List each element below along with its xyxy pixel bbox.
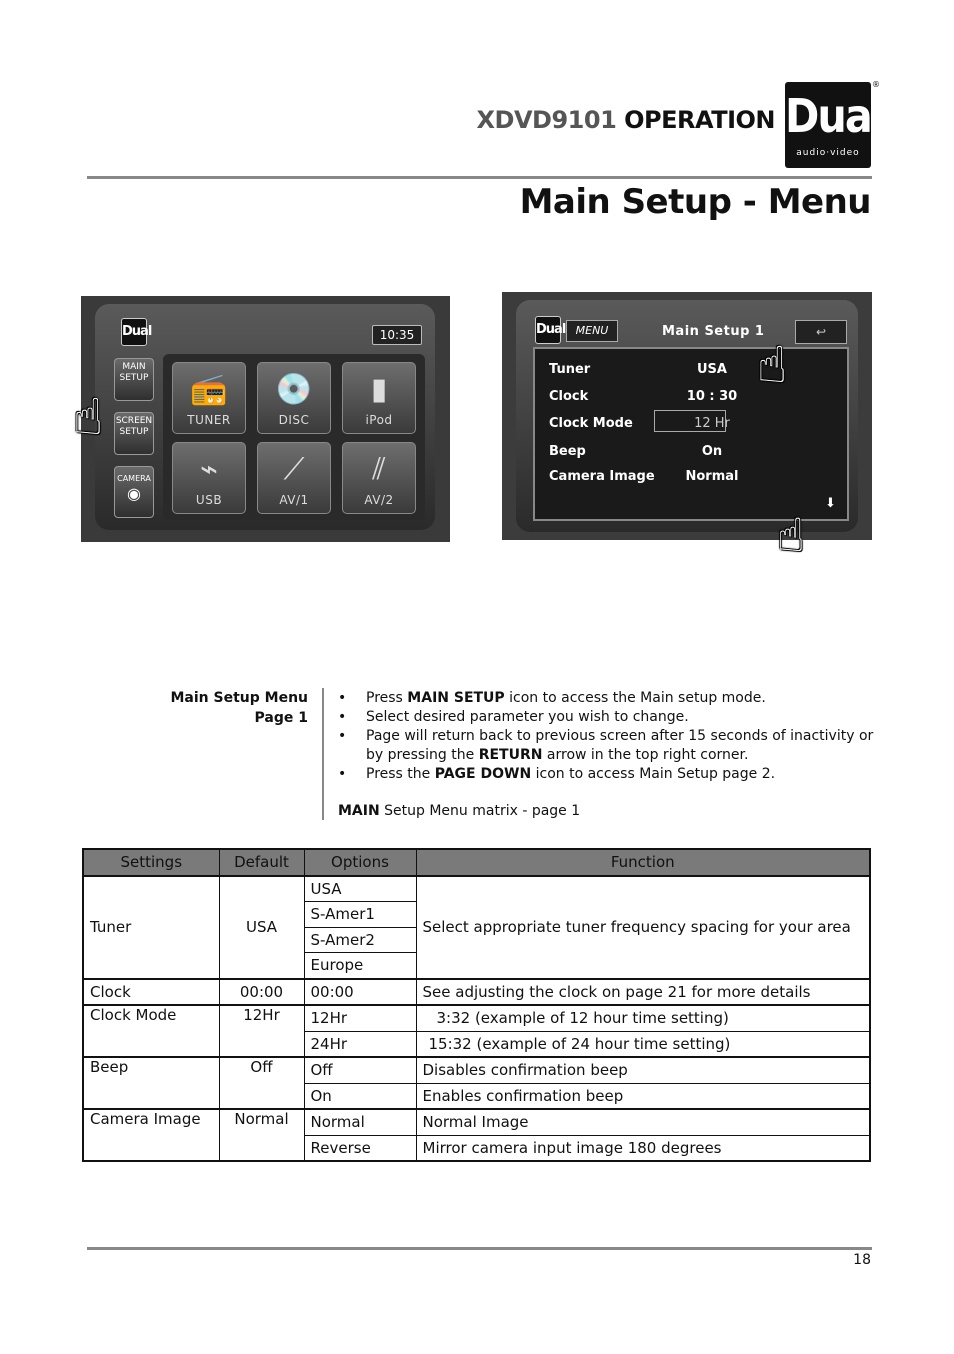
dual-logo xyxy=(785,82,883,168)
function-cell: Select appropriate tuner frequency spacing for your area xyxy=(416,876,870,979)
table-row xyxy=(83,1109,870,1135)
model-name: XDVD9101 xyxy=(476,106,617,134)
av-cable-icon: ⟋ xyxy=(283,452,305,487)
default-cell: 00:00 xyxy=(219,979,304,1006)
screen-setup-button[interactable] xyxy=(114,412,154,455)
option-cell: S-Amer1 xyxy=(304,902,416,928)
clock-mode-highlight xyxy=(654,410,726,432)
function-cell: Normal Image xyxy=(416,1109,870,1135)
setup-screen-image xyxy=(502,292,872,562)
pointing-hand-icon: ☝ xyxy=(757,336,788,394)
header-default: Default xyxy=(219,849,304,876)
page-number: 18 xyxy=(853,1252,871,1268)
disc-label: DISC xyxy=(278,413,310,427)
table-row xyxy=(83,1057,870,1083)
option-cell: USA xyxy=(304,876,416,902)
option-cell: Europe xyxy=(304,953,416,979)
main-setup-button[interactable] xyxy=(114,358,154,401)
table-row xyxy=(83,1005,870,1031)
setup-row-clock-mode-value: 12 Hr xyxy=(694,416,730,431)
matrix-caption: MAIN Setup Menu matrix - page 1 xyxy=(338,803,581,819)
table-row xyxy=(83,876,870,902)
settings-matrix-table xyxy=(82,848,871,1162)
return-button[interactable] xyxy=(795,320,847,344)
operation-label: OPERATION xyxy=(624,106,775,134)
ipod-tile[interactable] xyxy=(342,362,416,434)
setup-row-tuner-value: USA xyxy=(697,362,727,377)
pointing-hand-icon: ☝ xyxy=(73,388,104,446)
instruction-item: • Press the PAGE DOWN icon to access Main Setup page 2. xyxy=(338,765,878,784)
setup-row-clock-label[interactable]: Clock xyxy=(549,389,589,404)
option-cell: On xyxy=(304,1083,416,1109)
function-cell: Enables confirmation beep xyxy=(416,1083,870,1109)
setup-row-camera-label[interactable]: Camera Image xyxy=(549,469,655,484)
section-divider xyxy=(322,688,324,820)
ipod-icon: ▮ xyxy=(370,372,388,407)
av2-label: AV/2 xyxy=(364,493,394,507)
option-cell: 00:00 xyxy=(304,979,416,1006)
instruction-item: • Page will return back to previous screen after 15 seconds of inactivity or by pressing the RETURN arrow in the top right corner. xyxy=(338,727,878,765)
setup-list xyxy=(533,347,849,521)
default-cell: USA xyxy=(219,876,304,979)
radio-icon: 📻 xyxy=(190,372,228,407)
usb-tile[interactable] xyxy=(172,442,246,514)
setup-row-tuner-label[interactable]: Tuner xyxy=(549,362,591,377)
screen-setup-label: SCREEN SETUP xyxy=(115,416,153,437)
default-cell: Normal xyxy=(219,1109,304,1161)
section-label-line1: Main Setup Menu xyxy=(170,690,308,706)
table-row xyxy=(83,979,870,1006)
logo-subtitle: audio·video xyxy=(796,148,860,158)
header-options: Options xyxy=(304,849,416,876)
page-down-arrow-icon[interactable]: ⬇ xyxy=(825,496,836,511)
setup-row-clock-value: 10 : 30 xyxy=(686,389,738,404)
ipod-label: iPod xyxy=(365,413,393,427)
rca-cables-icon: ⫽ xyxy=(372,452,386,487)
section-label-line2: Page 1 xyxy=(254,710,308,726)
default-cell: 12Hr xyxy=(219,1005,304,1057)
disc-icon: 💿 xyxy=(275,372,313,407)
logo-word: Dual xyxy=(785,89,883,143)
setting-cell: Clock Mode xyxy=(83,1005,219,1057)
function-cell: 15:32 (example of 24 hour time setting) xyxy=(416,1031,870,1057)
tuner-label: TUNER xyxy=(187,413,231,427)
option-cell: Normal xyxy=(304,1109,416,1135)
section-label xyxy=(150,688,308,728)
home-clock: 10:35 xyxy=(372,325,422,345)
menu-tab[interactable]: MENU xyxy=(566,320,618,342)
option-cell: 24Hr xyxy=(304,1031,416,1057)
instruction-item: • Select desired parameter you wish to change. xyxy=(338,708,878,727)
setting-cell: Clock xyxy=(83,979,219,1006)
option-cell: 12Hr xyxy=(304,1005,416,1031)
footer-divider xyxy=(87,1247,872,1250)
av2-tile[interactable] xyxy=(342,442,416,514)
default-cell: Off xyxy=(219,1057,304,1109)
usb-label: USB xyxy=(195,493,223,507)
home-logo: Dual xyxy=(121,318,147,346)
function-cell: Mirror camera input image 180 degrees xyxy=(416,1135,870,1161)
disc-tile[interactable] xyxy=(257,362,331,434)
setup-row-beep-label[interactable]: Beep xyxy=(549,444,586,459)
tuner-tile[interactable] xyxy=(172,362,246,434)
usb-icon: ⌁ xyxy=(199,452,219,487)
camera-button[interactable] xyxy=(114,466,154,518)
setting-cell: Tuner xyxy=(83,876,219,979)
function-cell: 3:32 (example of 12 hour time setting) xyxy=(416,1005,870,1031)
header-divider xyxy=(87,176,872,179)
camera-icon: ◉ xyxy=(127,484,141,503)
instruction-item: • Press MAIN SETUP icon to access the Main setup mode. xyxy=(338,689,878,708)
main-setup-label: MAIN SETUP xyxy=(119,362,149,383)
home-screen-image xyxy=(73,296,450,542)
av1-label: AV/1 xyxy=(279,493,309,507)
function-cell: See adjusting the clock on page 21 for more details xyxy=(416,979,870,1006)
page-title: Main Setup - Menu xyxy=(519,182,871,222)
setup-row-camera-value: Normal xyxy=(685,469,739,484)
table-header-row xyxy=(83,849,870,876)
setup-row-beep-value: On xyxy=(701,444,723,459)
setting-cell: Camera Image xyxy=(83,1109,219,1161)
setup-row-clock-mode-label[interactable]: Clock Mode xyxy=(549,416,633,431)
option-cell: Off xyxy=(304,1057,416,1083)
setup-logo: Dual xyxy=(535,316,561,344)
function-cell: Disables confirmation beep xyxy=(416,1057,870,1083)
option-cell: S-Amer2 xyxy=(304,927,416,953)
pointing-hand-icon: ☝ xyxy=(777,508,806,562)
setup-screen-title: Main Setup 1 xyxy=(662,324,765,339)
camera-label: CAMERA xyxy=(117,474,151,483)
instruction-list xyxy=(338,689,878,784)
header-settings: Settings xyxy=(83,849,219,876)
setting-cell: Beep xyxy=(83,1057,219,1109)
model-title xyxy=(470,106,775,134)
header-function: Function xyxy=(416,849,870,876)
return-arrow-icon: ↩ xyxy=(815,325,827,339)
av1-tile[interactable] xyxy=(257,442,331,514)
registered-mark: ® xyxy=(872,80,880,89)
option-cell: Reverse xyxy=(304,1135,416,1161)
